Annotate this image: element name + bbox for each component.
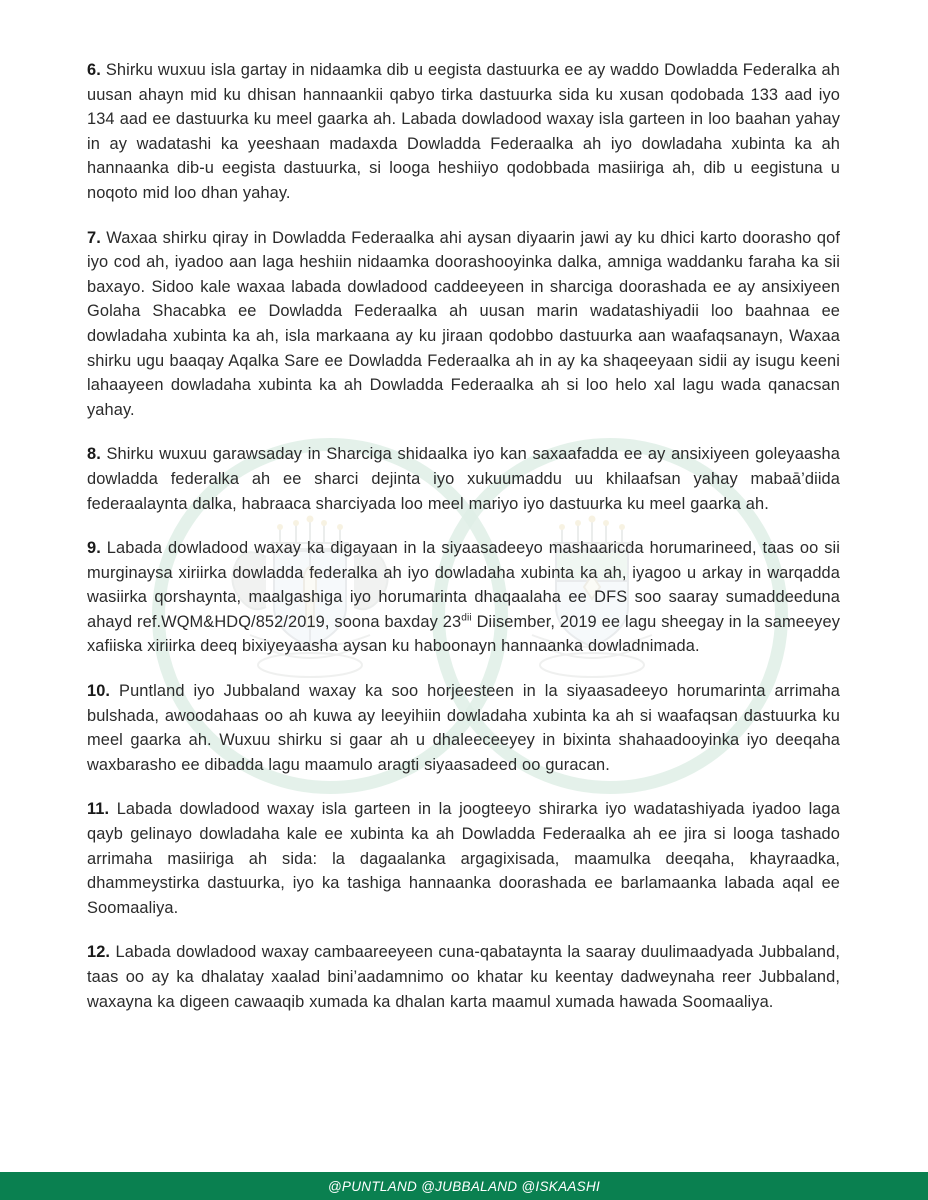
paragraph-11	[87, 797, 840, 920]
document-body	[87, 58, 840, 1014]
paragraph-8	[87, 442, 840, 516]
paragraph-7	[87, 226, 840, 423]
paragraph-number-9: 9.	[87, 539, 101, 558]
paragraph-9	[87, 536, 840, 659]
paragraph-10	[87, 679, 840, 777]
paragraph-6	[87, 58, 840, 206]
paragraph-text-6: Shirku wuxuu isla gartay in nidaamka dib u eegista dastuurka ee ay waddo Dowladda Federalka ah uusan ahayn mid ku dhisan hannaankii qabyo tirka dastuurka sida ku xusan qodobada 133 aad iyo 134 aad ee dastuurka ku meel gaarka ah. Labada dowladood waxay isla garteen in loo baahan yahay in ay wadatashi ka yeeshaan madaxda Dowladda Federaalka ah iyo dowladaha xubinta ka ah hannaanka dib-u eegista dastuurka, si looga heshiiyo qodobbada masiiriga ah, dib u eegistuna u noqoto mid loo dhan yahay.	[87, 61, 840, 202]
paragraph-number-10: 10.	[87, 682, 111, 701]
paragraph-text-9-before-superscript: Labada dowladood waxay ka digayaan in la siyaasadeeyo mashaaricda horumarineed, taas oo sii murginaysa xiriirka dowladda federalka ah iyo dowladaha xubinta ka ah, iyagoo u arkay in warqadda wasiirka qorshaynta, maalgashiga iyo horumarinta dhaqaalaha ee DFS soo saaray sumaddeeduna ahayd ref.WQM&HDQ/852/2019, soona baxday 23	[87, 539, 840, 631]
paragraph-text-12: Labada dowladood waxay cambaareeyeen cuna-qabataynta la saaray duulimaadyada Jubbaland, taas oo ay ka dhalatay xaalad bini’aadamnimo oo khatar ku keentay dadweynaha reer Jubbaland, waxayna ka digeen cawaaqib xumada ka dhalan karta maamul xumada hawada Soomaaliya.	[87, 943, 841, 1011]
footer-handles: @PUNTLAND @JUBBALAND @ISKAASHI	[327, 1178, 601, 1194]
paragraph-number-8: 8.	[87, 445, 101, 464]
paragraph-text-7: Waxaa shirku qiray in Dowladda Federaalka ahi aysan diyaarin jawi ay ku dhici karto doorasho qof iyo cod ah, iyadoo aan laga heshiin nidaamka doorashooyinka dalka, amniga waddanku faraha ka sii baxayo. Sidoo kale waxaa labada dowladood caddeeyeen in sharciga doorashada ee ay ansixiyeen Golaha Shacabka ee Dowladda Federaalka ah uusan marin wadatashiyadii loo baahnaa ee dowladaha xubinta ka ah, isla markaana ay ku jiraan qodobbo dastuurka aan waafaqsanayn, Waxaa shirku ugu baaqay Aqalka Sare ee Dowladda Federaalka ah in ay ka shaqeeyaan sidii ay isugu keeni lahaayeen dowladaha xubinta ka ah Dowladda Federaalka ah si loo helo xal lagu wada qanacsan yahay.	[87, 228, 841, 419]
paragraph-text-8: Shirku wuxuu garawsaday in Sharciga shidaalka iyo kan saxaafadda ee ay ansixiyeen goleyaasha dowladda federalka ah ee sharci dejinta iyo xukuumaddu uu khilaafsan yahay mabaā’diida federaalaynta dalka, habraaca sharciyada loo meel mariyo iyo dastuurka ku meel gaarka ah.	[87, 445, 840, 513]
paragraph-text-11: Labada dowladood waxay isla garteen in la joogteeyo shirarka iyo wadatashiyada iyadoo laga qayb gelinayo dowladaha kale ee xubinta ka ah Dowladda Federaalka ah ee jira si looga tashado arrimaha masiiriga ah sida: la dagaalanka argagixisada, maamulka deeqaha, khayraadka, dhammeystirka dastuurka, iyo ka tashiga hannaanka doorashada ee barlamaanka labada aqal ee Soomaaliya.	[87, 800, 840, 917]
footer-bar	[0, 1172, 928, 1200]
paragraph-text-9-after-superscript: Diisember, 2019 ee lagu sheegay in la sameeyey xafiiska xiriirka deeq bixiyeyaasha aysan ku haboonayn hannaanka dowladnimada.	[87, 612, 840, 656]
ordinal-superscript-dii: dii	[461, 612, 472, 624]
paragraph-number-11: 11.	[87, 800, 110, 819]
paragraph-number-6: 6.	[87, 61, 101, 79]
paragraph-number-7: 7.	[87, 228, 101, 247]
paragraph-text-10: Puntland iyo Jubbaland waxay ka soo horjeesteen in la siyaasadeeyo horumarinta arrimaha bulshada, awoodahaas oo ah kuwa ay leeyihiin dowladaha xubinta ka ah si waafaqsan dastuurka ku meel gaarka ah. Wuxuu shirku si gaar ah u dhaleeceeyey in bixinta shahaadooyinka iyo deeqaha waxbarasho ee dibadda lagu maamulo aragti siyaasadeed oo guracan.	[87, 682, 840, 774]
paragraph-number-12: 12.	[87, 943, 111, 962]
paragraph-12	[87, 940, 840, 1014]
